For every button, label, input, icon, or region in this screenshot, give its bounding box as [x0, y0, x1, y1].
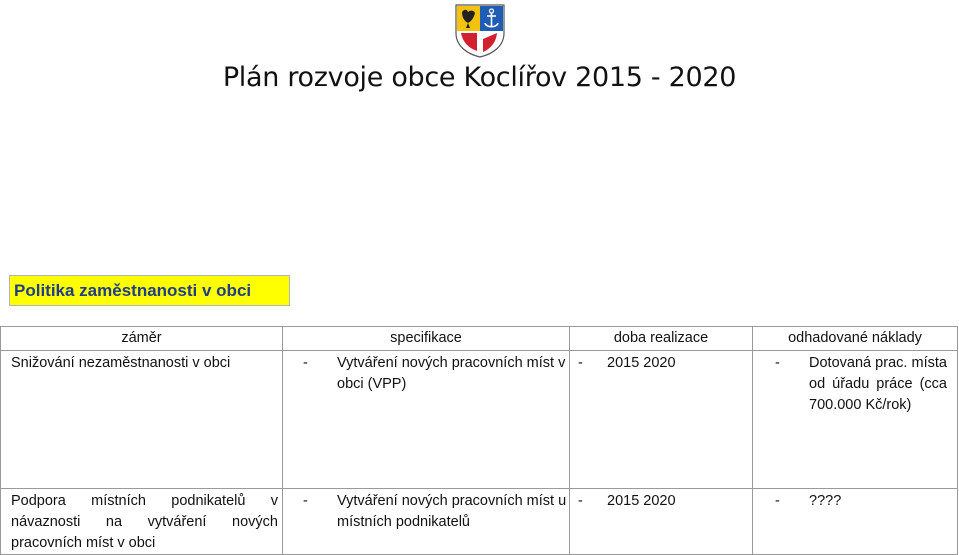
period-cell	[570, 351, 753, 489]
list-dash: -	[578, 493, 583, 509]
table-row	[1, 351, 958, 489]
cost-cell	[753, 489, 958, 555]
column-header-period: doba realizace	[570, 327, 753, 351]
list-dash: -	[775, 493, 780, 509]
table-row	[1, 489, 958, 555]
list-dash: -	[303, 355, 308, 371]
table-header-row	[1, 327, 958, 351]
list-dash: -	[303, 493, 308, 509]
development-plan-table	[0, 326, 958, 555]
period-cell	[570, 489, 753, 555]
goal-text: Podpora místních podnikatelů v návaznosti na vytváření nových pracovních míst v obci	[11, 493, 278, 551]
specification-text: Vytváření nových pracovních míst u místních podnikatelů	[337, 493, 567, 530]
cost-cell	[753, 351, 958, 489]
specification-cell	[283, 351, 570, 489]
goal-cell	[1, 489, 283, 555]
goal-cell	[1, 351, 283, 489]
period-text: 2015 2020	[607, 493, 676, 509]
specification-text: Vytváření nových pracovních míst v obci (VPP)	[337, 355, 566, 392]
list-dash: -	[775, 355, 780, 371]
crest-shield-icon	[453, 3, 507, 58]
specification-cell	[283, 489, 570, 555]
cost-text: ????	[809, 493, 842, 509]
page-title: Plán rozvoje obce Koclířov 2015 - 2020	[222, 62, 737, 93]
section-heading: Politika zaměstnanosti v obci	[9, 275, 290, 306]
goal-text: Snižování nezaměstnanosti v obci	[11, 355, 231, 371]
list-dash: -	[578, 355, 583, 371]
column-header-specification: specifikace	[283, 327, 570, 351]
column-header-goal: záměr	[1, 327, 283, 351]
cost-text: Dotovaná prac. místa od úřadu práce (cca 700.000 Kč/rok)	[809, 355, 947, 413]
municipal-crest-icon	[453, 3, 507, 58]
column-header-cost: odhadované náklady	[753, 327, 958, 351]
period-text: 2015 2020	[607, 355, 676, 371]
